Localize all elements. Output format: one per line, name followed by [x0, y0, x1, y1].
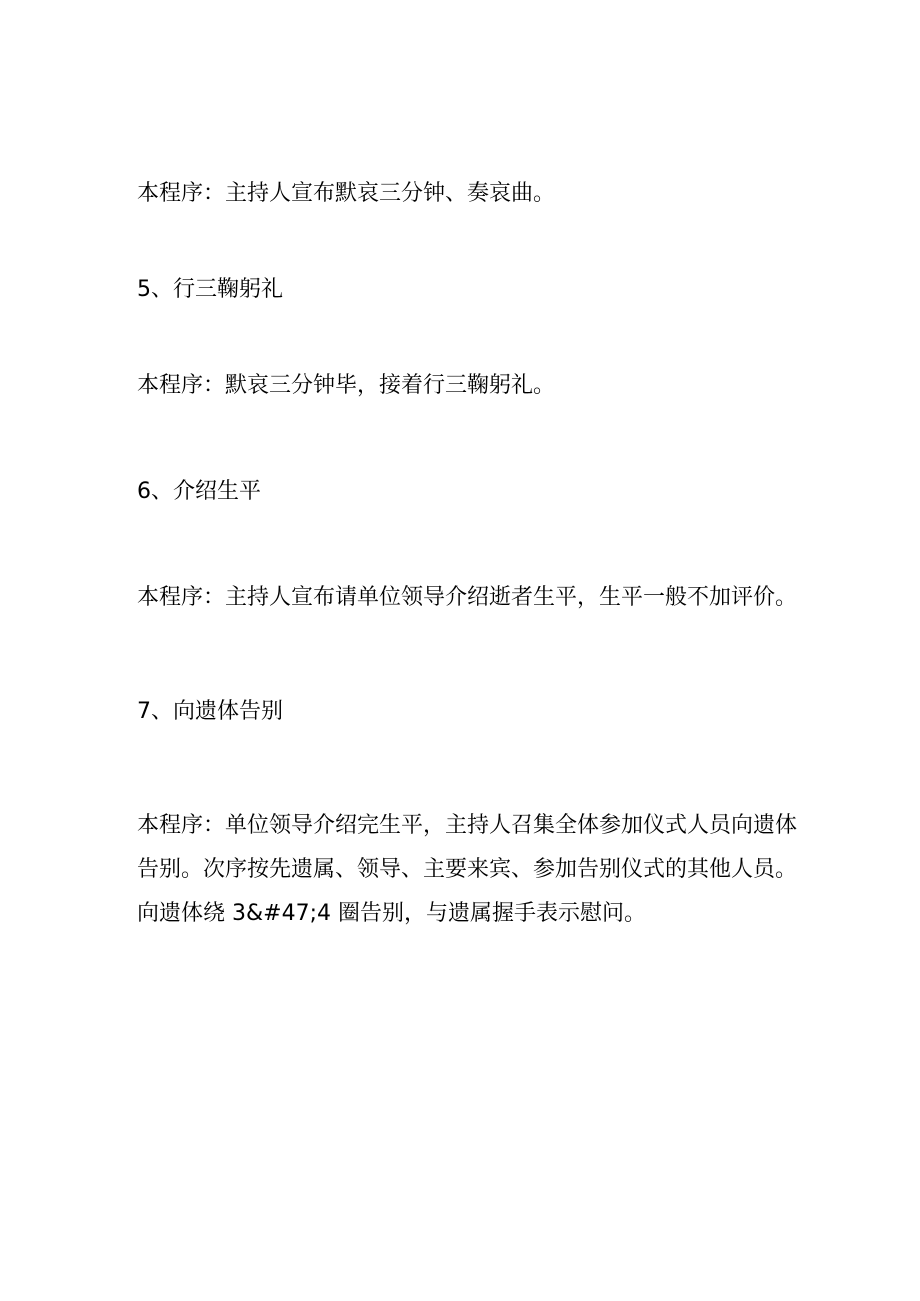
heading-step-6: 6、介绍生平 — [137, 479, 261, 504]
spacer — [137, 312, 797, 364]
paragraph-silence: 本程序：主持人宣布默哀三分钟、奏哀曲。 — [137, 181, 556, 206]
document-body — [137, 172, 797, 936]
spacer — [137, 514, 797, 576]
spacer — [137, 734, 797, 804]
paragraph-farewell: 本程序：单位领导介绍完生平，主持人召集全体参加仪式人员向遗体告别。次序按先遗属、领导、主要来宾、参加告别仪式的其他人员。向遗体绕 3&#47;4 圈告别，与遗属握手表示慰问。 — [137, 813, 798, 926]
spacer — [137, 408, 797, 470]
spacer — [137, 620, 797, 690]
paragraph-biography: 本程序：主持人宣布请单位领导介绍逝者生平，生平一般不加评价。 — [137, 585, 798, 610]
heading-step-7: 7、向遗体告别 — [137, 699, 283, 724]
paragraph-bow: 本程序：默哀三分钟毕，接着行三鞠躬礼。 — [137, 373, 556, 398]
heading-step-5: 5、行三鞠躬礼 — [137, 277, 283, 302]
spacer — [137, 216, 797, 268]
